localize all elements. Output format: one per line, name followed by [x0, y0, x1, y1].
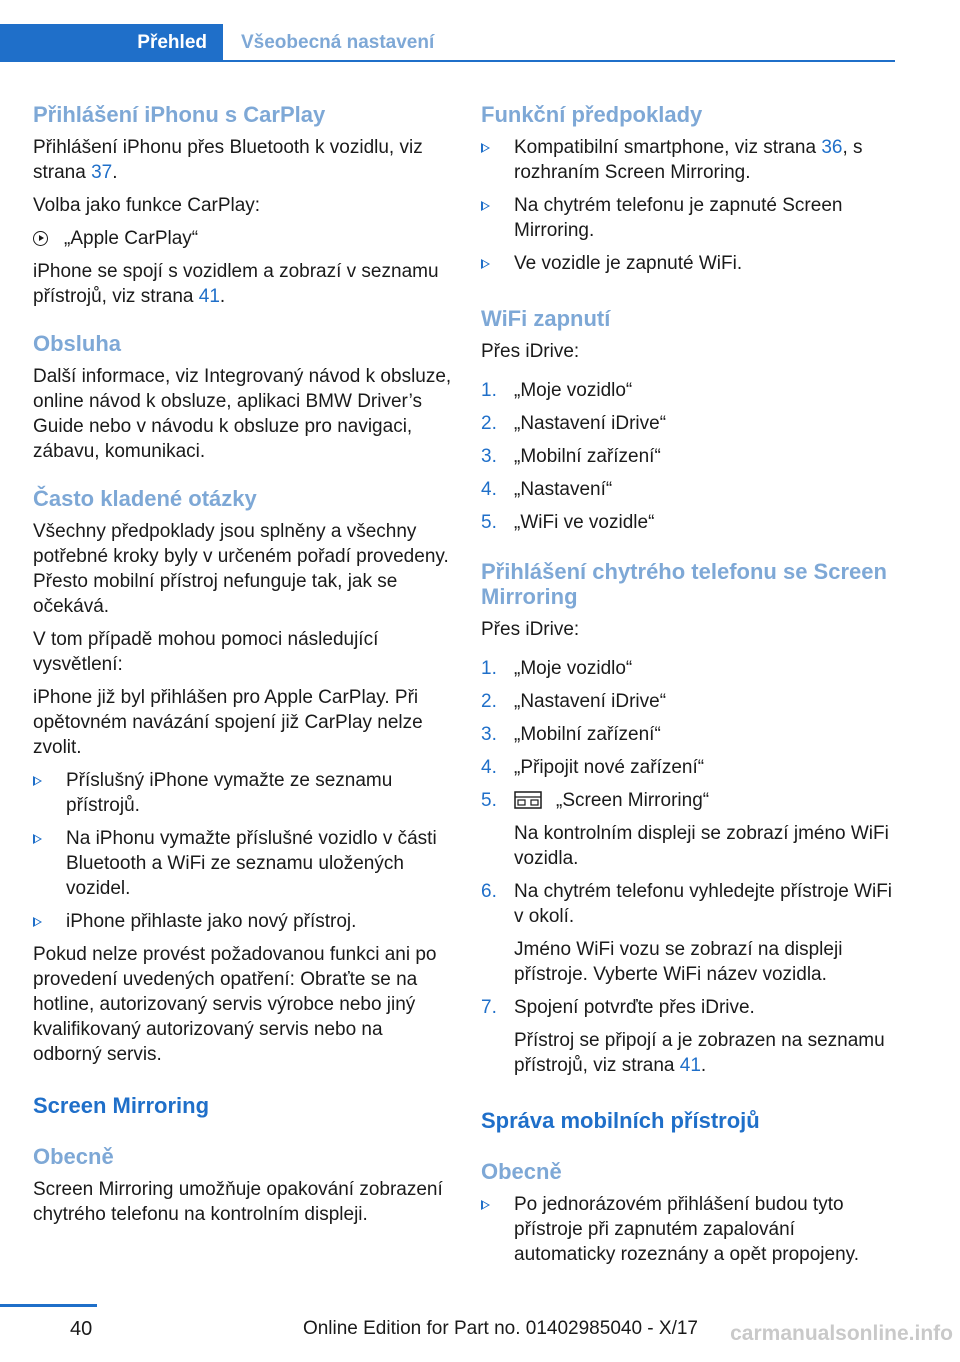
triangle-bullet-icon	[481, 143, 490, 153]
list-item: 2. „Nastavení iDrive“	[481, 413, 667, 434]
header-rule	[0, 60, 895, 62]
list-item: 1. „Moje vozidlo“	[481, 658, 633, 679]
paragraph: Přes iDrive:	[481, 619, 580, 640]
list-item: iPhone přihlaste jako nový přístroj.	[33, 909, 453, 934]
list-item: 7. Spojení potvrďte přes iDrive. Přístroj se připojí a je zobrazen na seznamu přístrojů, viz strana 41.	[481, 997, 885, 1076]
page-link-37[interactable]: 37	[91, 162, 113, 183]
triangle-bullet-icon	[33, 834, 42, 844]
section-title-funkcni-predpoklady: Funkční předpoklady	[481, 102, 703, 127]
list-item: 3. „Mobilní zařízení“	[481, 724, 661, 745]
paragraph: Přes iDrive:	[481, 341, 580, 362]
paragraph: Další informace, viz Integrovaný návod k obsluze, online návod k obsluze, aplikaci BMW Driver’s Guide nebo v návodu k obsluze pro navigaci, zábavu, komunikaci.	[33, 366, 452, 462]
bullet-list	[481, 135, 899, 276]
right-column	[481, 102, 899, 1275]
bullet-list	[33, 768, 453, 934]
paragraph: iPhone již byl přihlášen pro Apple CarPlay. Při opětovném navázání spojení již CarPlay nelze zvolit.	[33, 687, 423, 758]
section-title-wifi-zapnuti: WiFi zapnutí	[481, 306, 611, 331]
section-title-faq: Často kladené otázky	[33, 486, 257, 511]
list-item: 6. Na chytrém telefonu vyhledejte přístroje WiFi v okolí. Jméno WiFi vozu se zobrazí na displeji přístroje. Vyberte WiFi název vozidla.	[481, 881, 893, 985]
numbered-list	[481, 378, 899, 535]
section-title-obecne: Obecně	[33, 1144, 114, 1169]
list-item: 4. „Připojit nové zařízení“	[481, 757, 705, 778]
paragraph: Volba jako funkce CarPlay:	[33, 195, 261, 216]
page-link-36[interactable]: 36	[821, 137, 843, 158]
triangle-bullet-icon	[481, 201, 490, 211]
list-item: 3. „Mobilní zařízení“	[481, 446, 661, 467]
paragraph: Přihlášení iPhonu přes Bluetooth k vozidlu, viz strana 37.	[33, 137, 423, 183]
list-item: Kompatibilní smartphone, viz strana 36, s rozhraním Screen Mirroring.	[481, 135, 899, 185]
list-item: Příslušný iPhone vymažte ze seznamu přístrojů.	[33, 768, 453, 818]
page-number: 40	[70, 1318, 93, 1340]
list-item: Na chytrém telefonu je zapnuté Screen Mirroring.	[481, 193, 899, 243]
list-item: 5. „Screen Mirroring“ Na kontrolním displeji se zobrazí jméno WiFi vozidla.	[481, 790, 889, 869]
menu-item-apple-carplay: „Apple CarPlay“	[33, 226, 453, 251]
header-tabbar	[0, 24, 895, 62]
triangle-bullet-icon	[33, 917, 42, 927]
paragraph: Pokud nelze provést požadovanou funkci ani po provedení uvedených opatření: Obraťte se na hotline, autorizovaný servis výrobce nebo jiný kvalifikovaný autorizovaný servis nebo na odborný servis.	[33, 944, 437, 1065]
tab-prehled[interactable]: Přehled	[0, 24, 223, 62]
bullet-list	[481, 1192, 899, 1267]
section-title-obsluha: Obsluha	[33, 331, 122, 356]
section-title-screen-mirroring: Screen Mirroring	[33, 1093, 210, 1118]
triangle-bullet-icon	[33, 776, 42, 786]
page-link-41[interactable]: 41	[198, 286, 220, 307]
paragraph: Všechny předpoklady jsou splněny a všechny potřebné kroky byly v určeném pořadí provedeny. Přesto mobilní přístroj nefunguje tak, jak se očekává.	[33, 521, 449, 617]
list-item: 5. „WiFi ve vozidle“	[481, 512, 655, 533]
list-item: Na iPhonu vymažte příslušné vozidlo v části Bluetooth a WiFi ze seznamu uložených vozidel.	[33, 826, 453, 901]
section-title-obecne: Obecně	[481, 1159, 562, 1184]
list-item: 1. „Moje vozidlo“	[481, 380, 633, 401]
paragraph: Screen Mirroring umožňuje opakování zobrazení chytrého telefonu na kontrolním displeji.	[33, 1179, 443, 1225]
section-title-prihlaseni-smartphonu: Přihlášení chytrého telefonu se Screen Mirroring	[481, 559, 887, 609]
paragraph: iPhone se spojí s vozidlem a zobrazí v seznamu přístrojů, viz strana 41.	[33, 261, 439, 307]
screen-mirroring-icon	[514, 791, 542, 809]
section-title-sprava-pristroju: Správa mobilních přístrojů	[481, 1108, 760, 1133]
page-link-41[interactable]: 41	[679, 1055, 701, 1076]
list-item: 2. „Nastavení iDrive“	[481, 691, 667, 712]
numbered-list	[481, 656, 899, 1078]
paragraph: V tom případě mohou pomoci následující vysvětlení:	[33, 629, 379, 675]
section-title-carplay: Přihlášení iPhonu s CarPlay	[33, 102, 326, 127]
list-item: 4. „Nastavení“	[481, 479, 613, 500]
tab-vseobecna-nastaveni[interactable]: Všeobecná nastavení	[241, 32, 435, 53]
edition-text: Online Edition for Part no. 01402985040 - X/17	[302, 1318, 698, 1339]
list-item: Po jednorázovém přihlášení budou tyto přístroje při zapnutém zapalování automaticky rozeznány a opět propojeny.	[481, 1192, 899, 1267]
play-icon	[33, 231, 48, 246]
triangle-bullet-icon	[481, 259, 490, 269]
left-column	[33, 102, 453, 1227]
triangle-bullet-icon	[481, 1200, 490, 1210]
list-item: Ve vozidle je zapnuté WiFi.	[481, 251, 899, 276]
watermark: carmanualsonline.info	[730, 1322, 953, 1345]
footer-rule	[0, 1304, 97, 1307]
